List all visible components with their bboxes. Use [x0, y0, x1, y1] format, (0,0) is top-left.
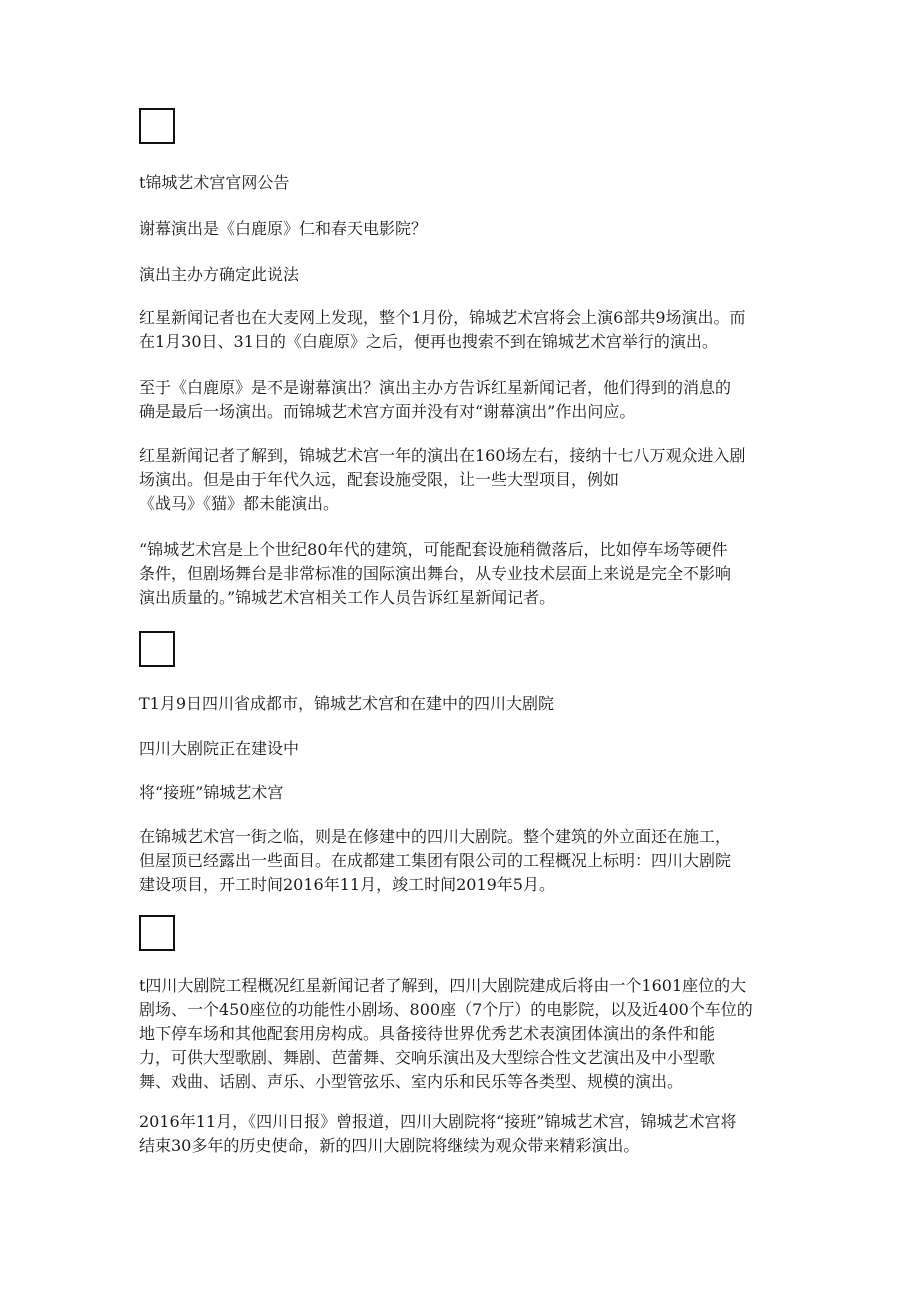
paragraph-line: 力，可供大型歌剧、舞剧、芭蕾舞、交响乐演出及大型综合性文艺演出及中小型歌 — [139, 1048, 716, 1067]
paragraph-line: 场演出。但是由于年代久远，配套设施受限，让一些大型项目，例如 — [139, 470, 620, 489]
paragraph-line: “锦城艺术宫是上个世纪80年代的建筑，可能配套设施稍微落后，比如停车场等硬件 — [139, 540, 728, 559]
paragraph-line: 建设项目，开工时间2016年11月，竣工时间2019年5月。 — [139, 875, 555, 894]
headline-1: 谢幕演出是《白鹿原》仁和春天电影院？ — [139, 219, 428, 238]
paragraph-6 — [139, 974, 789, 1094]
paragraph-line: 剧场、一个450座位的功能性小剧场、800座（7个厅）的电影院，以及近400个车位的 — [139, 1000, 753, 1019]
paragraph-3 — [139, 444, 789, 516]
paragraph-line: 演出质量的。”锦城艺术宫相关工作人员告诉红星新闻记者。 — [139, 588, 556, 607]
paragraph-line: 红星新闻记者了解到，锦城艺术宫一年的演出在160场左右，接纳十七八万观众进入剧 — [139, 446, 746, 465]
paragraph-line: 2016年11月，《四川日报》曾报道，四川大剧院将“接班”锦城艺术宫，锦城艺术宫将 — [139, 1112, 737, 1131]
paragraph-line: 至于《白鹿原》是不是谢幕演出？演出主办方告诉红星新闻记者，他们得到的消息的 — [139, 378, 732, 397]
paragraph-1 — [139, 306, 789, 354]
paragraph-7 — [139, 1110, 789, 1158]
paragraph-4 — [139, 538, 789, 610]
image-caption-1: t锦城艺术宫官网公告 — [139, 173, 290, 192]
paragraph-line: 在1月30日、31日的《白鹿原》之后，便再也搜索不到在锦城艺术宫举行的演出。 — [139, 332, 718, 351]
subheadline-1: 演出主办方确定此说法 — [139, 265, 300, 284]
subheadline-2: 将“接班”锦城艺术宫 — [139, 783, 284, 802]
paragraph-line: 红星新闻记者也在大麦网上发现，整个1月份，锦城艺术宫将会上演6部共9场演出。而 — [139, 308, 746, 327]
paragraph-line: 在锦城艺术宫一街之临，则是在修建中的四川大剧院。整个建筑的外立面还在施工， — [139, 827, 732, 846]
paragraph-line: 地下停车场和其他配套用房构成。具备接待世界优秀艺术表演团体演出的条件和能 — [139, 1024, 716, 1043]
paragraph-line: 确是最后一场演出。而锦城艺术宫方面并没有对“谢幕演出”作出问应。 — [139, 402, 636, 421]
paragraph-line: 《战马》《猫》都未能演出。 — [139, 494, 340, 513]
image-placeholder-3 — [139, 915, 175, 951]
image-caption-2: T1月9日四川省成都市，锦城艺术宫和在建中的四川大剧院 — [139, 694, 555, 713]
paragraph-2 — [139, 376, 789, 424]
paragraph-line: 结束30多年的历史使命，新的四川大剧院将继续为观众带来精彩演出。 — [139, 1136, 640, 1155]
paragraph-line: 条件，但剧场舞台是非常标准的国际演出舞台，从专业技术层面上来说是完全不影响 — [139, 564, 732, 583]
paragraph-line: 但屋顶已经露出一些面目。在成都建工集团有限公司的工程概况上标明：四川大剧院 — [139, 851, 732, 870]
image-placeholder-1 — [139, 108, 175, 144]
headline-2: 四川大剧院正在建设中 — [139, 739, 300, 758]
paragraph-line: t四川大剧院工程概况红星新闻记者了解到，四川大剧院建成后将由一个1601座位的大 — [139, 976, 747, 995]
paragraph-line: 舞、戏曲、话剧、声乐、小型管弦乐、室内乐和民乐等各类型、规模的演出。 — [139, 1072, 684, 1091]
paragraph-5 — [139, 825, 789, 897]
image-placeholder-2 — [139, 631, 175, 667]
